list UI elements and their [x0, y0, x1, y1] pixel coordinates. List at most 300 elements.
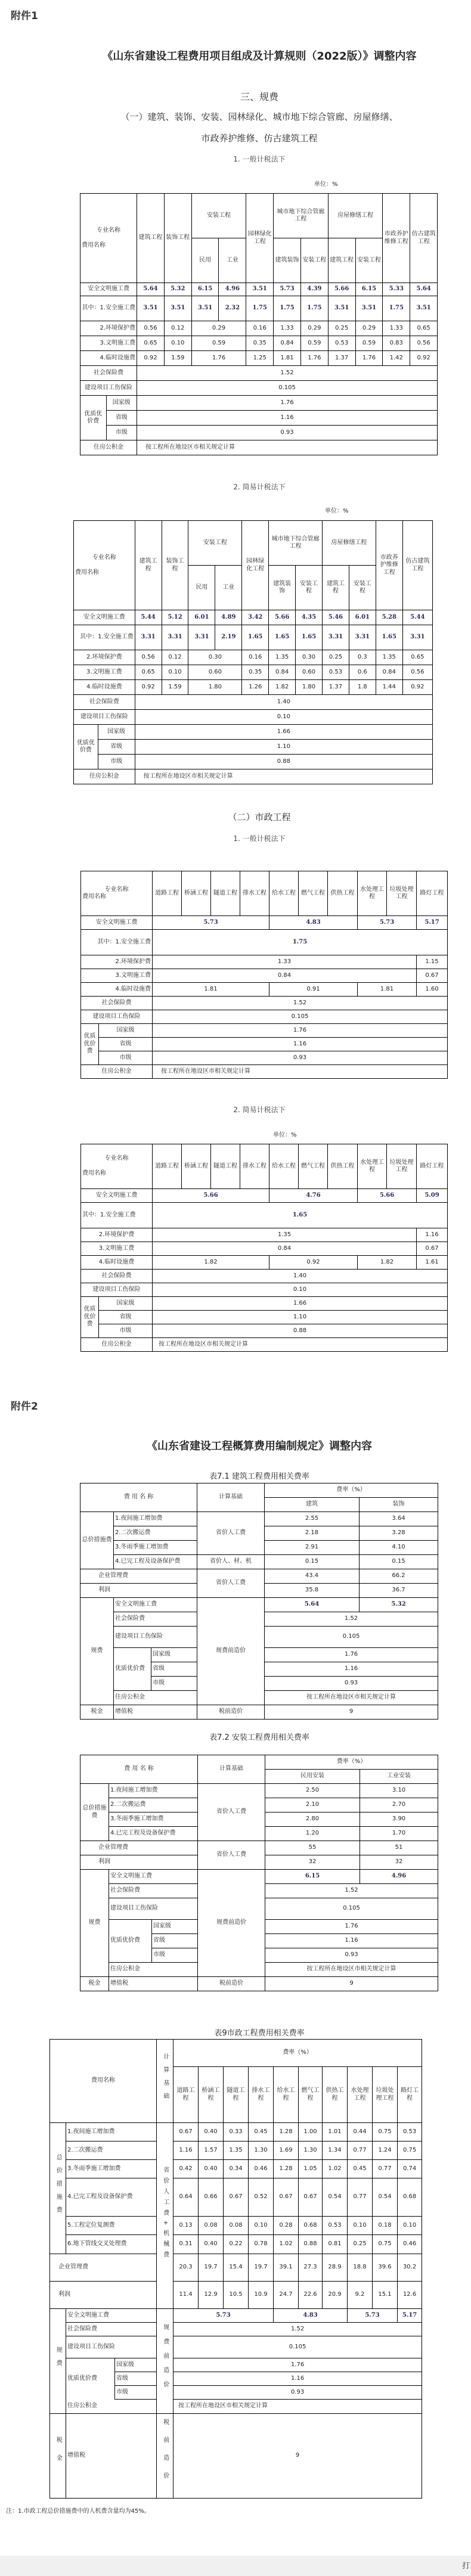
row-label: 建设项目工伤保险 [66, 2336, 157, 2358]
row-group-label: 规费 [80, 1870, 109, 1977]
cell: 1.01 [323, 2123, 348, 2142]
cell: 1.15 [417, 955, 448, 969]
row-label: 安全文明施工费 [109, 1870, 198, 1884]
col-header: 路灯工程 [398, 2067, 422, 2123]
row-label: 住房公积金 [114, 1691, 197, 1705]
cell: 1.33 [274, 321, 301, 336]
cell: 0.10 [398, 2217, 422, 2235]
cell: 0.16 [242, 650, 269, 665]
row-label: 安全文明施工费 [81, 916, 153, 930]
table-row [80, 321, 438, 336]
table-row [74, 665, 433, 680]
cell: 1.81 [358, 983, 417, 997]
row-label: 市级 [106, 426, 137, 440]
table-row [81, 1065, 448, 1079]
col-header: 排水工程 [240, 1144, 269, 1189]
col-yuanlin: 园林绿化工程 [246, 194, 274, 283]
base-cell: 规费前造价 [197, 1598, 265, 1705]
cell: 1.81 [274, 351, 301, 366]
cell: 0.77 [348, 2142, 373, 2160]
cell: 1.40 [135, 695, 432, 710]
cell: 1.65 [153, 1203, 448, 1228]
cell: 4.35 [296, 610, 323, 625]
cell: 0.29 [355, 321, 383, 336]
cell: 0.93 [137, 426, 438, 440]
cell: 19.7 [199, 2254, 224, 2282]
cell: 20.3 [173, 2254, 199, 2282]
table-row [81, 955, 448, 969]
print-button[interactable]: 打 [461, 2562, 470, 2571]
col-header: 桥涵工程 [199, 2067, 224, 2123]
table-row [80, 1598, 438, 1612]
subsection-heading-2: （二）市政工程 [228, 812, 291, 823]
row-label: 建设项目工伤保险 [114, 1627, 197, 1648]
cell: 1.37 [322, 680, 349, 695]
col-xiushan: 房屋修缮工程 [328, 194, 383, 238]
cell: 9 [265, 1705, 438, 1720]
table-row [50, 2254, 422, 2282]
col-header: 燃气工程 [299, 871, 328, 916]
col-shizheng: 市政养护维修工程 [383, 194, 410, 283]
table-row [80, 336, 438, 351]
cell: 按工程所在地设区市相关规定计算 [265, 1691, 438, 1705]
table-row [81, 1038, 448, 1051]
cell: 6.01 [188, 610, 215, 625]
row-label: 省级 [99, 1311, 153, 1324]
cell: 18.8 [348, 2254, 373, 2282]
row-label: 4.已完工程及设备保护费 [114, 1555, 197, 1569]
cell: 0.45 [348, 2160, 373, 2178]
cell: 5.12 [162, 610, 188, 625]
cell: 0.30 [188, 650, 242, 665]
cell: 1.28 [274, 2123, 299, 2142]
table-row [80, 1705, 438, 1720]
table-row [74, 710, 433, 725]
cell: 5.66 [269, 610, 296, 625]
header-rate: 费率（%） [265, 1483, 438, 1498]
col-fanggu: 仿古建筑工程 [410, 194, 438, 283]
row-label: 建设项目工伤保险 [80, 381, 137, 396]
cell: 0.93 [265, 1677, 438, 1691]
cell: 28.9 [323, 2254, 348, 2282]
cell: 0.93 [153, 1051, 448, 1065]
base-cell: 省价人工费 [198, 1841, 265, 1870]
col-gl-jz: 建筑装饰 [274, 238, 301, 283]
cell: 5.73 [348, 2309, 398, 2323]
cell: 0.56 [137, 321, 165, 336]
row-label: 3.冬雨季施工增加费 [66, 2160, 157, 2178]
cell: 0.3 [349, 650, 376, 665]
col-header: 供热工程 [323, 2067, 348, 2123]
municipal-table-simple [80, 1144, 448, 1352]
cell: 0.60 [296, 665, 323, 680]
cell: 1.52 [265, 1612, 438, 1627]
cell: 0.64 [173, 2178, 199, 2217]
cell: 5.73 [173, 2309, 274, 2323]
cell: 11.4 [173, 2282, 199, 2309]
cell: 0.68 [398, 2178, 422, 2217]
row-label: 安全文明施工费 [66, 2309, 157, 2323]
cell: 5.28 [376, 610, 402, 625]
simple-tax-heading: 2. 简易计税法下 [233, 483, 286, 491]
table-row [74, 769, 433, 784]
row-label: 安全文明施工费 [114, 1598, 197, 1612]
cell: 6.01 [349, 610, 376, 625]
cell: 6.15 [355, 283, 383, 296]
table-row [50, 2309, 422, 2323]
cell: 0.65 [135, 665, 162, 680]
row-label: 2.二次搬运费 [66, 2142, 157, 2160]
cell: 3.51 [137, 296, 165, 321]
cell: 0.92 [135, 680, 162, 695]
col-gl-az: 安装工程 [296, 566, 323, 610]
header-fee-name: 费 用 名 称 [80, 1755, 198, 1784]
row-label: 省级 [98, 740, 135, 755]
cell: 0.15 [360, 1555, 438, 1569]
cell: 19.7 [249, 2254, 274, 2282]
cell: 1.25 [246, 351, 274, 366]
row-label: 增值税 [109, 1977, 198, 1991]
cell: 1.76 [191, 351, 246, 366]
cell: 0.92 [402, 680, 432, 695]
row-label: 利润 [50, 2282, 157, 2309]
general-tax-heading: 1. 一般计税法下 [233, 834, 286, 843]
row-label: 国家级 [99, 1024, 153, 1038]
table-7-1-caption: 表7.1 建筑工程费用相关费率 [209, 1472, 309, 1481]
row-group-label: 税金 [50, 2414, 66, 2499]
col-xiushan: 房屋修缮工程 [322, 521, 376, 566]
cell: 3.31 [188, 625, 215, 650]
cell: 1.75 [383, 296, 410, 321]
cell: 3.90 [360, 1812, 438, 1827]
cell: 3.51 [328, 296, 355, 321]
table-row [80, 381, 438, 396]
col-xs-jz: 建筑工程 [322, 566, 349, 610]
col-anzhuang: 安装工程 [191, 194, 246, 238]
col-header: 水处理工程 [358, 871, 387, 916]
table-row [50, 2323, 422, 2336]
cell: 0.67 [299, 2178, 323, 2217]
cell: 0.10 [135, 710, 432, 725]
row-group-label: 总价措施费 [80, 1512, 114, 1569]
row-label: 优质优价费 [80, 396, 107, 440]
cell: 0.52 [249, 2178, 274, 2217]
cell: 0.75 [373, 2235, 398, 2254]
cell: 5.66 [328, 283, 355, 296]
header-rate: 费率（%） [265, 1755, 438, 1770]
row-label: 住房公积金 [81, 1338, 153, 1352]
base-cell: 省价人工费 [198, 1784, 265, 1841]
cell: 2.80 [265, 1812, 360, 1827]
cell: 5.44 [402, 610, 432, 625]
cell: 2.70 [360, 1798, 438, 1812]
cell: 4.96 [219, 283, 246, 296]
cell: 66.2 [360, 1569, 438, 1584]
table-row [50, 2142, 422, 2160]
col-header: 工业安装 [360, 1770, 438, 1784]
row-label: 住房公积金 [80, 440, 137, 455]
cell: 32 [265, 1855, 360, 1870]
cell: 1.35 [153, 1228, 417, 1242]
col-header: 供热工程 [328, 1144, 358, 1189]
cell: 0.53 [398, 2123, 422, 2142]
cell: 1.80 [188, 680, 242, 695]
general-tax-heading: 1. 一般计税法下 [233, 155, 286, 163]
col-zhuangshi: 装饰工程 [164, 194, 191, 283]
cell: 5.09 [417, 1189, 448, 1203]
cell: 1.65 [296, 625, 323, 650]
cell: 0.77 [348, 2178, 373, 2217]
table-row [50, 2123, 422, 2142]
cell: 22.6 [299, 2282, 323, 2309]
row-label: 企业管理费 [80, 1841, 198, 1855]
row-label: 利润 [80, 1584, 197, 1598]
cell: 0.84 [153, 969, 417, 983]
base-cell: 税前造价 [198, 1977, 265, 1991]
row-label: 3.冬雨季施工增加费 [109, 1812, 198, 1827]
col-header: 排水工程 [240, 871, 269, 916]
cell: 20.9 [323, 2282, 348, 2309]
cell: 0.65 [410, 321, 438, 336]
row-label: 增值税 [114, 1705, 197, 1720]
cell: 15.4 [224, 2254, 249, 2282]
row-label: 3.文明施工费 [80, 336, 137, 351]
row-label: 住房公积金 [81, 1065, 153, 1079]
cell: 43.4 [265, 1569, 360, 1584]
row-label: 国家级 [99, 1297, 153, 1311]
row-label: 建设项目工伤保险 [81, 1010, 153, 1024]
cell: 24.7 [274, 2282, 299, 2309]
base-cell: 税前造价 [157, 2414, 173, 2499]
cell: 1.70 [360, 1827, 438, 1841]
col-header: 给水工程 [274, 2067, 299, 2123]
col-gongye: 工业 [219, 238, 246, 283]
header-base: 计算基础 [198, 1755, 265, 1784]
cell: 9.2 [348, 2282, 373, 2309]
cell: 4.89 [215, 610, 242, 625]
attachment-1-title: 《山东省建设工程费用项目组成及计算规则（2022版）》调整内容 [102, 50, 417, 63]
cell: 4.96 [360, 1870, 438, 1884]
cell: 0.75 [398, 2142, 422, 2160]
cell: 1.76 [137, 396, 438, 411]
col-gongye: 工业 [215, 566, 242, 610]
cell: 0.40 [199, 2160, 224, 2178]
cell: 0.105 [153, 1010, 448, 1024]
cell: 1.10 [135, 740, 432, 755]
cell: 0.84 [376, 665, 402, 680]
cell: 3.10 [360, 1784, 438, 1798]
cell: 0.56 [135, 650, 162, 665]
cell: 0.67 [224, 2178, 249, 2217]
cell: 0.28 [274, 2217, 299, 2235]
table-row [80, 396, 438, 411]
header-corner: 专业名称 费用名称 [81, 1144, 153, 1189]
table-row [81, 916, 448, 930]
cell: 0.67 [274, 2178, 299, 2217]
cell: 1.40 [153, 1270, 448, 1283]
cell: 0.91 [269, 983, 358, 997]
cell: 0.65 [402, 650, 432, 665]
header-corner: 专业名称 费用名称 [74, 521, 135, 610]
cell: 2.91 [265, 1541, 360, 1555]
cell: 1.26 [242, 680, 269, 695]
row-label: 建设项目工伤保险 [74, 710, 135, 725]
cell: 0.56 [402, 665, 432, 680]
col-header: 垃圾处理工程 [387, 871, 417, 916]
cell: 0.59 [355, 336, 383, 351]
cell: 0.22 [224, 2235, 249, 2254]
row-label: 优质优价费 [114, 1648, 151, 1691]
row-label: 国家级 [98, 725, 135, 740]
row-label: 4.已完工程及设备保护费 [66, 2178, 157, 2217]
cell: 1.76 [355, 351, 383, 366]
cell: 5.32 [360, 1598, 438, 1612]
col-zhuangshi: 装饰工程 [162, 521, 188, 610]
header-base: 计算基础 [157, 2040, 173, 2123]
cell: 2.55 [265, 1512, 360, 1526]
table-7-2-caption: 表7.2 安装工程费用相关费率 [209, 1733, 309, 1742]
table-row [80, 1555, 438, 1569]
cell: 0.66 [199, 2178, 224, 2217]
cell: 0.105 [173, 2336, 422, 2358]
row-label: 其中：1.安全施工费 [81, 1203, 153, 1228]
row-label: 2.二次搬运费 [109, 1798, 198, 1812]
cell: 0.31 [173, 2235, 199, 2254]
footnote: 注：1.市政工程总价措施费中的人机费含量均为45%。 [6, 2508, 150, 2515]
cell: 3.51 [410, 296, 438, 321]
col-header: 燃气工程 [299, 1144, 328, 1189]
cell: 4.83 [274, 2309, 348, 2323]
cell: 39.1 [274, 2254, 299, 2282]
cell: 1.52 [137, 366, 438, 381]
col-minyong: 民用 [188, 566, 215, 610]
cell: 0.44 [348, 2123, 373, 2142]
table-row [74, 740, 433, 755]
row-label: 省级 [115, 2372, 157, 2386]
row-label: 2.二次搬运费 [114, 1526, 197, 1541]
cell: 0.84 [274, 336, 301, 351]
cell: 5.32 [164, 283, 191, 296]
cell: 1.35 [224, 2142, 249, 2160]
row-label: 住房公积金 [74, 769, 135, 784]
cell: 10.9 [249, 2282, 274, 2309]
cell: 1.65 [269, 625, 296, 650]
col-header: 道路工程 [153, 871, 182, 916]
table-row [81, 1228, 448, 1242]
cell: 0.10 [164, 336, 191, 351]
cell: 按工程所在地设区市相关规定计算 [137, 440, 438, 455]
cell: 39.6 [373, 2254, 398, 2282]
cell: 3.31 [162, 625, 188, 650]
cell: 5.17 [417, 916, 448, 930]
cell: 1.57 [199, 2142, 224, 2160]
unit-label: 单位：% [325, 508, 349, 514]
fee-table-simple [73, 520, 433, 784]
cell: 4.39 [300, 283, 328, 296]
cell: 5.44 [135, 610, 162, 625]
row-label: 市级 [99, 1051, 153, 1065]
table-row [80, 366, 438, 381]
cell: 0.46 [249, 2160, 274, 2178]
table-row [81, 1338, 448, 1352]
table-row [81, 1024, 448, 1038]
row-label: 4.临时设施费 [81, 1256, 153, 1270]
cell: 0.30 [296, 650, 323, 665]
cell: 1.76 [153, 1024, 448, 1038]
row-label: 国家级 [151, 1648, 197, 1662]
cell: 1.16 [173, 2372, 422, 2386]
row-label: 市级 [151, 1677, 197, 1691]
cell: 0.53 [323, 2217, 348, 2235]
row-label: 1.夜间施工增加费 [66, 2123, 157, 2142]
cell: 按工程所在地设区市相关规定计算 [153, 1338, 448, 1352]
table-row [74, 610, 433, 625]
cell: 0.75 [373, 2123, 398, 2142]
row-label: 2.环境保护费 [74, 650, 135, 665]
cell: 3.51 [164, 296, 191, 321]
row-group-label: 税金 [80, 1705, 114, 1720]
cell: 1.28 [274, 2160, 299, 2178]
col-header: 道路工程 [173, 2067, 199, 2123]
cell: 按工程所在地设区市相关规定计算 [265, 1963, 438, 1977]
cell: 3.51 [191, 296, 219, 321]
table-row [50, 2358, 422, 2372]
cell: 1.66 [153, 1297, 448, 1311]
table-row [50, 2178, 422, 2217]
table-row [50, 2400, 422, 2414]
attachment-2-label: 附件2 [11, 1401, 38, 1413]
header-fee-name: 费用名称 [50, 2040, 157, 2123]
cell: 5.66 [153, 1189, 269, 1203]
row-group-label: 总价措施费 [50, 2123, 66, 2254]
cell: 1.33 [153, 955, 417, 969]
col-guanlang: 城市地下综合管廊工程 [269, 521, 323, 566]
table-9-caption: 表9市政工程费用相关费率 [214, 2029, 305, 2038]
row-label: 1.夜间施工增加费 [114, 1512, 197, 1526]
row-label: 国家级 [115, 2358, 157, 2372]
cell: 0.25 [322, 650, 349, 665]
cell: 0.18 [373, 2217, 398, 2235]
table-row [80, 1512, 438, 1526]
cell: 1.52 [265, 1884, 438, 1898]
table-row [81, 1010, 448, 1024]
section-heading: 三、规费 [240, 91, 278, 103]
fee-table-general [80, 193, 438, 455]
col-yuanlin: 园林绿化工程 [242, 521, 269, 610]
cell: 3.64 [360, 1512, 438, 1526]
cell: 5.64 [265, 1598, 360, 1612]
col-header: 排水工程 [249, 2067, 274, 2123]
base-cell: 省价人工费+机械费 [157, 2123, 173, 2309]
col-header: 隧道工程 [211, 1144, 240, 1189]
row-label: 住房公积金 [66, 2400, 157, 2414]
cell: 1.82 [153, 1256, 269, 1270]
col-fanggu: 仿古建筑工程 [402, 521, 432, 610]
base-cell: 规费前造价 [157, 2309, 173, 2414]
col-header: 桥涵工程 [182, 871, 211, 916]
cell: 0.81 [323, 2235, 348, 2254]
cell: 5.73 [153, 916, 269, 930]
table-7-1 [80, 1483, 438, 1720]
cell: 1.05 [299, 2160, 323, 2178]
cell: 0.10 [153, 1283, 448, 1297]
col-header: 供热工程 [328, 871, 358, 916]
cell: 0.54 [373, 2178, 398, 2217]
col-xs-az: 安装工程 [355, 238, 383, 283]
cell: 0.13 [173, 2217, 199, 2235]
cell: 0.16 [246, 321, 274, 336]
cell: 15.1 [373, 2282, 398, 2309]
